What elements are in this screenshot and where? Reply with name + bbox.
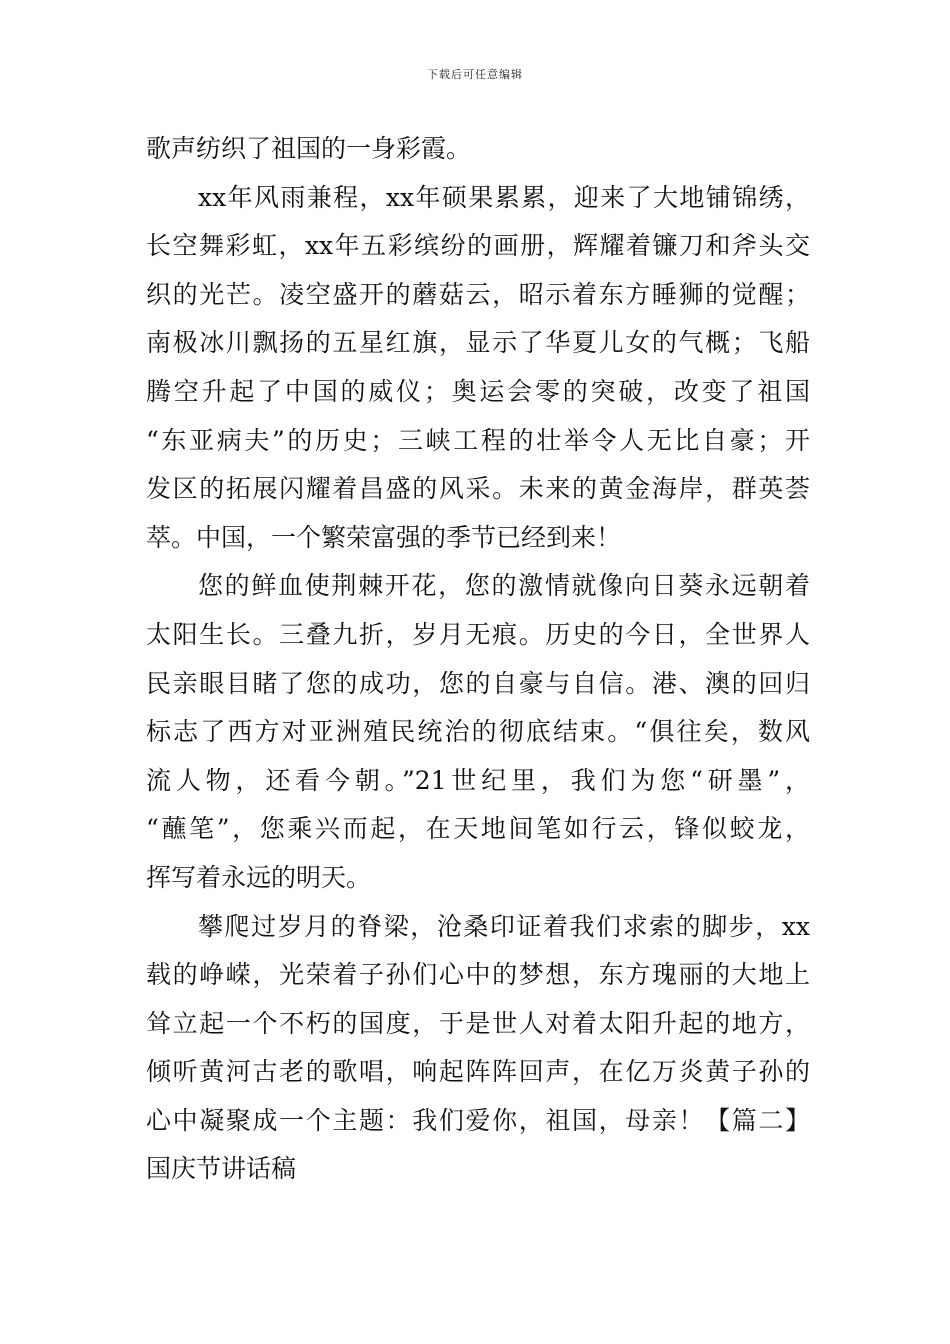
text-line: 国庆节讲话稿 <box>146 1154 297 1184</box>
paragraph-first-line: 攀爬过岁月的脊梁，沧桑印证着我们求索的脚步，xx <box>198 911 810 941</box>
text-line: 倾听黄河古老的歌唱，响起阵阵回声，在亿万炎黄子孙的 <box>146 1057 810 1087</box>
text-line: 载的峥嵘，光荣着子孙们心中的梦想，东方瑰丽的大地上 <box>146 960 810 990</box>
text-line: 织的光芒。凌空盛开的蘑菇云，昭示着东方睡狮的觉醒； <box>146 279 810 309</box>
text-line: 歌声纺织了祖国的一身彩霞。 <box>146 134 472 163</box>
text-line: “东亚病夫”的历史；三峡工程的壮举令人无比自豪；开 <box>146 425 810 455</box>
text-line: 流人物，还看今朝。”21世纪里，我们为您“研墨”， <box>146 765 810 795</box>
document-body <box>146 125 810 1194</box>
text-line: 萃。中国，一个繁荣富强的季节已经到来！ <box>146 522 622 552</box>
text-line: 耸立起一个不朽的国度，于是世人对着太阳升起的地方， <box>146 1008 810 1038</box>
text-line: 标志了西方对亚洲殖民统治的彻底结束。“俱往矣，数风 <box>146 717 810 747</box>
text-line: 南极冰川飘扬的五星红旗，显示了华夏儿女的气概；飞船 <box>146 328 810 358</box>
text-line: 腾空升起了中国的威仪；奥运会零的突破，改变了祖国 <box>146 376 810 406</box>
text-line: 心中凝聚成一个主题：我们爱你，祖国，母亲！【篇二】 <box>146 1105 810 1135</box>
text-line: 长空舞彩虹，xx年五彩缤纷的画册，辉耀着镰刀和斧头交 <box>146 231 810 261</box>
text-line: 挥写着永远的明天。 <box>146 862 372 892</box>
text-line: “蘸笔”，您乘兴而起，在天地间笔如行云，锋似蛟龙， <box>146 814 810 844</box>
header-note: 下载后可任意编辑 <box>427 68 523 81</box>
text-line: 发区的拓展闪耀着昌盛的风采。未来的黄金海岸，群英荟 <box>146 474 810 504</box>
text-line: 民亲眼目睹了您的成功，您的自豪与自信。港、澳的回归 <box>146 668 810 698</box>
paragraph-first-line: xx年风雨兼程，xx年硕果累累，迎来了大地铺锦绣， <box>198 182 810 212</box>
text-line: 太阳生长。三叠九折，岁月无痕。历史的今日，全世界人 <box>146 619 810 649</box>
paragraph-first-line: 您的鲜血使荆棘开花，您的激情就像向日葵永远朝着 <box>198 571 810 601</box>
